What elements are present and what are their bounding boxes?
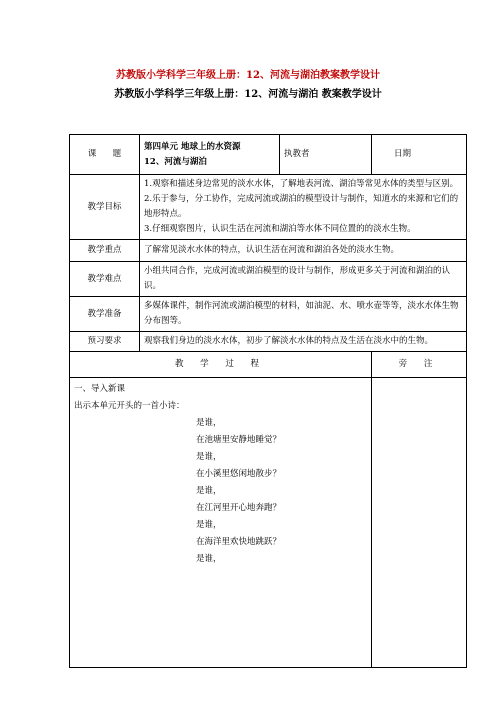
poem-line: 是谁， (196, 452, 222, 462)
poem-line: 在江河里开心地奔跑？ (196, 503, 282, 513)
poem-line: 在小溪里悠闲地散步？ (196, 469, 282, 479)
process-heading-row (70, 352, 467, 378)
key-points-label: 教学重点 (70, 240, 140, 262)
poem-line: 是谁， (196, 418, 222, 428)
header-row (70, 135, 467, 175)
topic-cell (140, 135, 280, 175)
process-body-row (70, 378, 467, 668)
difficulty-cell: 小组共同合作，完成河流或湖泊模型的设计与制作，形成更多关于河流和湖泊的认识。 (140, 262, 467, 297)
difficulty-label: 教学难点 (70, 262, 140, 297)
preview-cell: 观察我们身边的淡水水体，初步了解淡水水体的特点及生活在淡水中的生物。 (140, 332, 467, 352)
goals-cell (140, 175, 467, 240)
date-label: 日期 (394, 149, 412, 159)
date-cell (372, 135, 467, 175)
poem-line: 是谁， (196, 554, 222, 564)
teacher-label: 执教者 (284, 149, 310, 159)
lesson-title: 12、河流与湖泊 (144, 156, 207, 167)
poem-line: 在池塘里安静地睡觉？ (196, 435, 282, 445)
preparation-label: 教学准备 (70, 297, 140, 332)
key-points-cell: 了解常见淡水水体的特点，认识生活在河流和湖泊各处的淡水生物。 (140, 240, 467, 262)
document-title: 苏教版小学科学三年级上册：12、河流与湖泊教案教学设计 (116, 70, 380, 81)
notes-heading: 旁 注 (372, 352, 467, 378)
poem-line: 在海洋里欢快地跳跃？ (196, 537, 282, 547)
poem-line: 是谁， (196, 486, 222, 496)
poem-line: 是谁， (196, 520, 222, 530)
intro-text: 出示本单元开头的一首小诗： (74, 401, 185, 411)
process-content (70, 378, 372, 668)
unit-title: 第四单元 地球上的水资源 (144, 141, 241, 152)
preparation-row (70, 297, 467, 332)
notes-column (372, 378, 467, 668)
section-heading: 一、导入新课 (74, 384, 126, 394)
goals-label: 教学目标 (70, 175, 140, 240)
goal-item: 2.乐于参与，分工协作，完成河流或湖泊的模型设计与制作，知道水的来源和它们的地形特点。 (144, 194, 459, 219)
preparation-cell: 多媒体课件，制作河流或湖泊模型的材料，如油泥、水、喷水壶等等，淡水水体生物分布图等。 (140, 297, 467, 332)
goal-item: 1.观察和描述身边常见的淡水水体，了解地表河流、湖泊等常见水体的类型与区别。 (144, 179, 459, 189)
preview-label: 预习要求 (70, 332, 140, 352)
poem (74, 415, 367, 568)
key-points-row (70, 240, 467, 262)
process-heading: 教 学 过 程 (70, 352, 372, 378)
goals-row (70, 175, 467, 240)
goal-item: 3.仔细观察图片，认识生活在河流和湖泊等水体不同位置的的淡水生物。 (144, 224, 416, 234)
lesson-plan-table (69, 134, 467, 668)
preview-row (70, 332, 467, 352)
difficulty-row (70, 262, 467, 297)
topic-label: 课 题 (70, 135, 140, 175)
teacher-cell (280, 135, 372, 175)
document-subtitle: 苏教版小学科学三年级上册：12、河流与湖泊 教案教学设计 (114, 89, 382, 100)
